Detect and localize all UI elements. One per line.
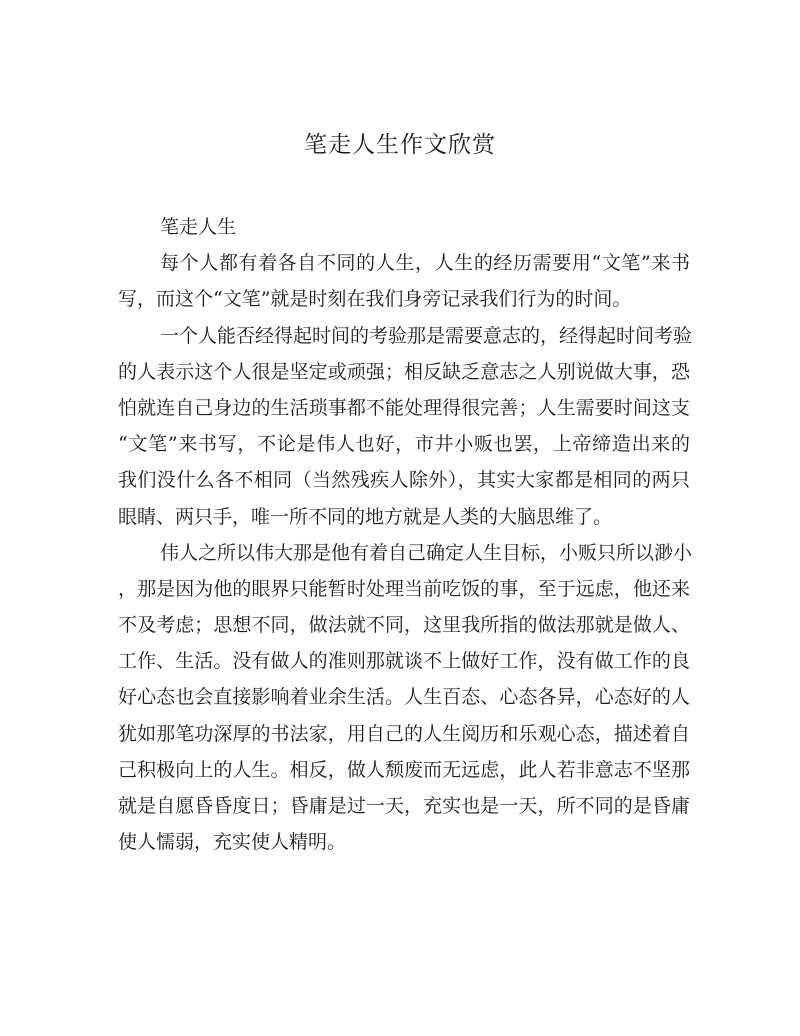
text-line-content: 的人表示这个人很是坚定或顽强；相反缺乏意志之人别说做大事，恐	[118, 360, 690, 383]
text-line	[118, 571, 690, 607]
text-line	[118, 354, 690, 390]
text-line	[118, 788, 690, 824]
text-line-content: 一个人能否经得起时间的考验那是需要意志的，经得起时间考验	[160, 324, 693, 347]
text-line-content: 每个人都有着各自不同的人生，人生的经历需要用“文笔”来书	[160, 252, 690, 275]
text-line	[118, 318, 693, 354]
text-line	[118, 824, 690, 860]
document-title: 笔走人生作文欣赏	[304, 132, 496, 158]
text-line-content: 伟人之所以伟大那是他有着自己确定人生目标，小贩只所以渺小	[160, 541, 693, 564]
document-body	[118, 209, 693, 860]
text-line-content: “文笔”来书写，不论是伟人也好，市井小贩也罢，上帝缔造出来的	[118, 433, 690, 456]
text-line	[118, 716, 690, 752]
text-line	[118, 462, 690, 498]
text-line	[118, 426, 690, 462]
text-line-content: 好心态也会直接影响着业余生活。人生百态、心态各异，心态好的人	[118, 686, 690, 709]
text-line-content: 我们没什么各不相同（当然残疾人除外），其实大家都是相同的两只	[118, 469, 690, 492]
text-line	[118, 679, 690, 715]
text-line-content: 怕就连自己身边的生活琐事都不能处理得很完善；人生需要时间这支	[118, 396, 690, 419]
text-line-content: 不及考虑；思想不同，做法就不同，这里我所指的做法那就是做人、	[118, 614, 690, 637]
text-line-content: 工作、生活。没有做人的准则那就谈不上做好工作，没有做工作的良	[118, 650, 690, 673]
text-line	[118, 209, 690, 245]
text-line	[118, 499, 690, 535]
text-line	[118, 390, 690, 426]
text-line	[118, 607, 690, 643]
text-line-content: 写，而这个“文笔”就是时刻在我们身旁记录我们行为的时间。	[118, 288, 632, 311]
text-line	[118, 535, 693, 571]
text-line	[118, 245, 690, 281]
text-line-content: 眼睛、两只手，唯一所不同的地方就是人类的大脑思维了。	[118, 505, 613, 528]
text-line-content: 使人懦弱，充实使人精明。	[118, 831, 347, 854]
text-line	[118, 643, 690, 679]
text-line	[118, 752, 690, 788]
text-line	[118, 281, 690, 317]
text-line-content: ，那是因为他的眼界只能暂时处理当前吃饭的事，至于远虑，他还来	[118, 577, 690, 600]
text-line-content: 笔走人生	[160, 216, 237, 238]
text-line-content: 就是自愿昏昏度日；昏庸是过一天，充实也是一天，所不同的是昏庸	[118, 795, 690, 817]
text-line-content: 己积极向上的人生。相反，做人颓废而无远虑，此人若非意志不坚那	[118, 758, 690, 781]
text-line-content: 犹如那笔功深厚的书法家，用自己的人生阅历和乐观心态，描述着自	[118, 722, 690, 745]
